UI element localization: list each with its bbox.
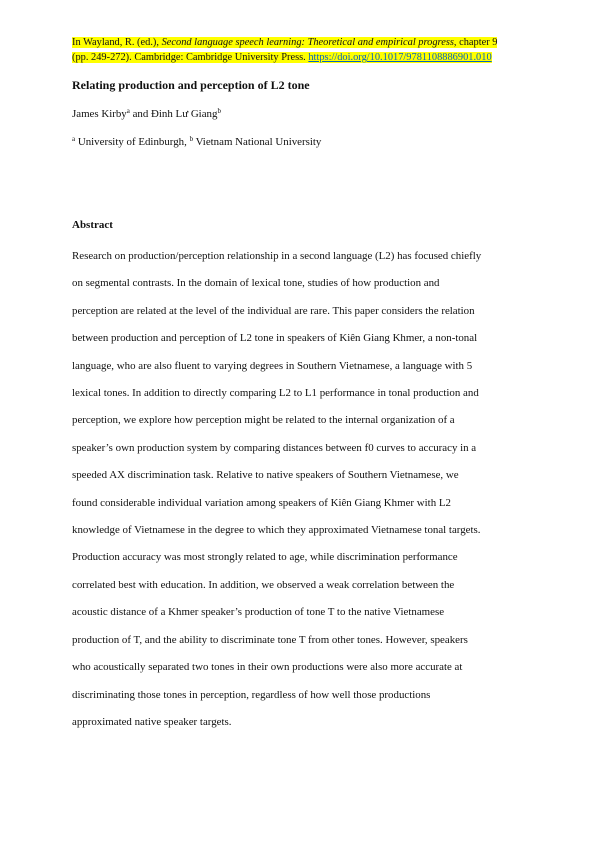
author-giang: Đinh Lư Giang [151,108,218,120]
abstract-line: perception, we explore how perception might be related to the internal organization of a [72,414,455,427]
affil-a-sup: a [72,135,76,143]
citation-line-2 [72,52,492,63]
abstract-line: who acoustically separated two tones in their own productions were also more accurate at [72,661,463,674]
abstract-line: on segmental contrasts. In the domain of lexical tone, studies of how production and [72,277,440,290]
abstract-line: knowledge of Vietnamese in the degree to which they approximated Vietnamese tonal targets. [72,524,481,537]
abstract-line: speaker’s own production system by comparing distances between f0 curves to accuracy in a [72,441,477,454]
abstract-line: language, who are also fluent to varying degrees in Southern Vietnamese, a language with 5 [72,359,473,372]
affiliation-line [72,136,321,148]
affil-vnu: Vietnam National University [193,136,322,148]
abstract-line: speeded AX discrimination task. Relative to native speakers of Southern Vietnamese, we [72,469,459,482]
author-kirby-sup: a [126,107,130,115]
citation-prefix: In Wayland, R. (ed.), [72,37,162,48]
citation-publisher: (pp. 249-272). Cambridge: Cambridge University Press. [72,52,309,63]
citation-header [72,35,527,65]
abstract-line: Production accuracy was most strongly related to age, while discrimination performance [72,551,458,564]
citation-chapter: , chapter 9 [453,37,498,48]
abstract-line: found considerable individual variation among speakers of Kiên Giang Khmer with L2 [72,496,451,509]
abstract-line: approximated native speaker targets. [72,715,232,728]
author-line [72,108,221,120]
author-kirby: James Kirby [72,108,127,120]
abstract-line: discriminating those tones in perception, regardless of how well those productions [72,688,431,701]
abstract-line: Research on production/perception relationship in a second language (L2) has focused chiefly [72,250,482,262]
author-connector: and [129,108,152,120]
abstract-heading: Abstract [72,219,113,231]
abstract-line: acoustic distance of a Khmer speaker’s production of tone T to the native Vietnamese [72,606,445,619]
affil-edinburgh: University of Edinburgh, [75,136,190,148]
abstract-line: production of T, and the ability to discriminate tone T from other tones. However, speakers [72,633,468,646]
abstract-body [72,243,528,736]
abstract-line: between production and perception of L2 tone in speakers of Kiên Giang Khmer, a non-tonal [72,332,478,345]
citation-book-title: Second language speech learning: Theoretical and empirical progress [161,37,454,48]
affil-b-sup: b [189,135,194,143]
doi-link[interactable]: https://doi.org/10.1017/9781108886901.010 [308,52,492,63]
abstract-line: perception are related at the level of the individual are rare. This paper considers the relation [72,304,475,317]
paper-title: Relating production and perception of L2 tone [72,78,310,92]
abstract-line: correlated best with education. In addition, we observed a weak correlation between the [72,578,455,591]
citation-line-1 [72,37,497,48]
author-giang-sup: b [217,107,221,115]
abstract-line: lexical tones. In addition to directly comparing L2 to L1 performance in tonal production and [72,387,479,400]
